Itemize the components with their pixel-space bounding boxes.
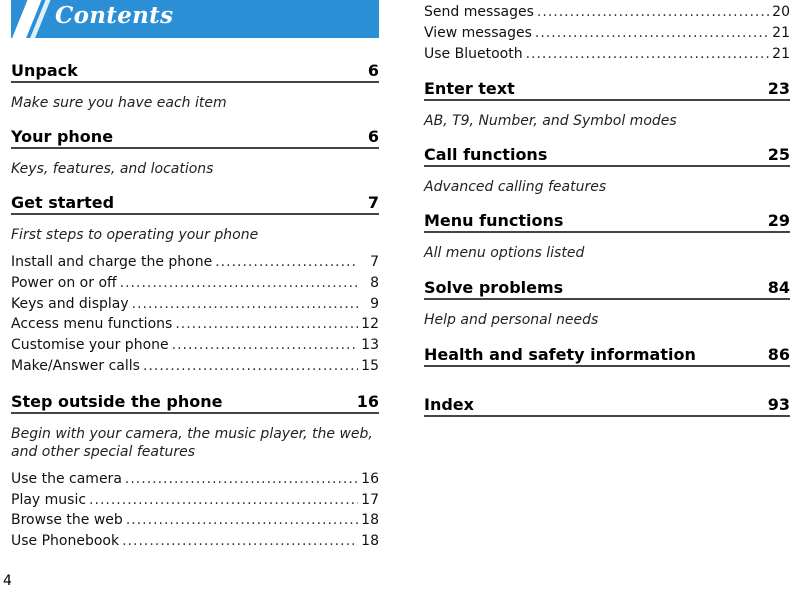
toc-entry[interactable] [424, 2, 790, 23]
section-index[interactable] [424, 392, 790, 417]
dot-leader [526, 44, 769, 65]
section-page: 6 [367, 127, 379, 146]
dot-leader [215, 252, 358, 273]
section-step-outside[interactable] [11, 389, 379, 414]
page-number: 4 [3, 573, 12, 589]
section-title: Step outside the phone [11, 391, 223, 411]
section-menu-functions[interactable] [424, 208, 790, 233]
section-description: All menu options listed [424, 245, 585, 262]
entry-page: 13 [361, 337, 379, 354]
entry-label: Use Bluetooth [424, 45, 523, 62]
section-title: Index [424, 395, 474, 415]
dot-leader [126, 510, 358, 531]
dot-leader [122, 531, 358, 552]
section-page: 23 [767, 79, 790, 99]
toc-entry[interactable] [11, 356, 379, 377]
section-title: Enter text [424, 79, 515, 99]
section-description: First steps to operating your phone [11, 227, 259, 243]
entry-label: Use Phonebook [11, 533, 120, 550]
entry-page: 18 [361, 533, 379, 550]
entry-page: 21 [772, 24, 790, 41]
toc-right-column [424, 0, 790, 417]
entry-label: Customise your phone [11, 337, 169, 354]
section-enter-text[interactable] [424, 76, 790, 101]
section-description: AB, T9, Number, and Symbol modes [424, 113, 677, 130]
section-get-started[interactable] [11, 190, 379, 215]
entry-page: 12 [361, 316, 379, 333]
entry-label: Make/Answer calls [11, 357, 140, 374]
entry-page: 16 [361, 470, 379, 487]
section-description: Help and personal needs [424, 312, 599, 329]
section-page: 86 [767, 345, 790, 365]
section-page: 84 [767, 278, 790, 298]
section-description: Advanced calling features [424, 179, 607, 196]
dot-leader [537, 2, 769, 23]
entry-label: Play music [11, 491, 87, 508]
toc-entry[interactable] [11, 531, 379, 552]
entry-page: 20 [772, 4, 790, 20]
section-your-phone[interactable] [11, 124, 379, 149]
section-page: 29 [767, 211, 790, 231]
section-call-functions[interactable] [424, 142, 790, 167]
entry-page: 18 [361, 512, 379, 529]
dot-leader [535, 23, 769, 44]
toc-entry[interactable] [11, 252, 379, 273]
section-description: Keys, features, and locations [11, 161, 214, 177]
toc-entry[interactable] [11, 294, 379, 315]
section-title: Call functions [424, 145, 548, 165]
entry-label: Keys and display [11, 295, 129, 312]
section-title: Get started [11, 193, 115, 212]
toc-left-column [11, 0, 379, 552]
contents-banner [11, 0, 379, 38]
toc-entry[interactable] [11, 335, 379, 356]
entry-label: Access menu functions [11, 316, 173, 333]
entry-label: Use the camera [11, 470, 122, 487]
section-title: Menu functions [424, 211, 564, 231]
section-page: 16 [356, 391, 379, 411]
dot-leader [172, 335, 358, 356]
dot-leader [132, 294, 358, 315]
section-page: 25 [767, 145, 790, 165]
section-solve-problems[interactable] [424, 275, 790, 300]
dot-leader [175, 314, 358, 335]
entry-page: 8 [370, 274, 379, 291]
toc-entry[interactable] [11, 490, 379, 511]
dot-leader [89, 490, 358, 511]
entry-page: 21 [772, 45, 790, 62]
toc-entry[interactable] [11, 314, 379, 335]
entry-label: Install and charge the phone [11, 254, 213, 270]
section-description: Make sure you have each item [11, 95, 227, 111]
section-page: 93 [767, 395, 790, 415]
entry-label: Power on or off [11, 274, 117, 291]
section-title: Unpack [11, 61, 78, 80]
section-health-safety[interactable] [424, 342, 790, 367]
entry-page: 17 [361, 491, 379, 508]
contents-title: Contents [55, 2, 174, 29]
section-description: Begin with your camera, the music player, the web, and other special features [11, 425, 373, 460]
dot-leader [143, 356, 358, 377]
section-page: 7 [367, 193, 379, 212]
toc-entry[interactable] [11, 273, 379, 294]
toc-entry[interactable] [424, 23, 790, 44]
entry-label: View messages [424, 24, 532, 41]
entry-page: 9 [370, 295, 379, 312]
entry-label: Browse the web [11, 512, 123, 529]
section-unpack[interactable] [11, 58, 379, 83]
dot-leader [120, 273, 358, 294]
toc-entry[interactable] [424, 44, 790, 65]
entry-page: 7 [370, 254, 379, 270]
entry-page: 15 [361, 357, 379, 374]
section-title: Your phone [11, 127, 114, 146]
toc-entry[interactable] [11, 510, 379, 531]
section-title: Health and safety information [424, 345, 696, 365]
section-page: 6 [367, 61, 379, 80]
dot-leader [125, 469, 358, 490]
section-title: Solve problems [424, 278, 564, 298]
entry-label: Send messages [424, 4, 534, 20]
toc-entry[interactable] [11, 469, 379, 490]
